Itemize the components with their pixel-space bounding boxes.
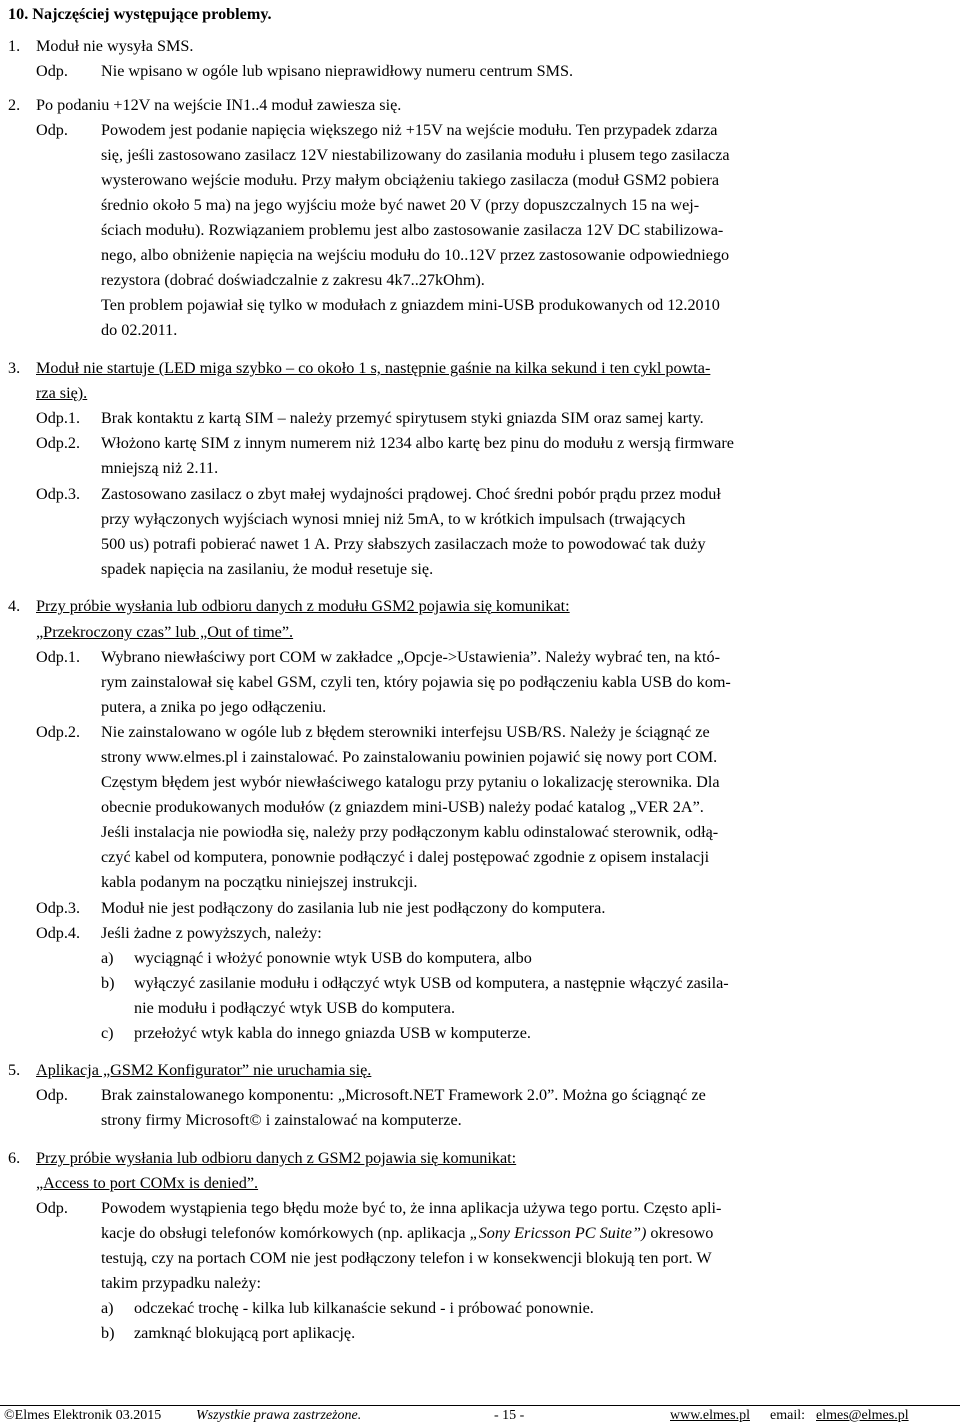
list-marker: c): [101, 1024, 114, 1042]
list-marker: b): [101, 1324, 115, 1342]
answer-text: Brak zainstalowanego komponentu: „Microsoft.NET Framework 2.0”. Można go ściągnąć ze: [101, 1086, 706, 1104]
answer-text: Częstym błędem jest wybór niewłaściwego katalogu przy pytaniu o lokalizację sterownika. Dla: [101, 773, 720, 791]
answer-label: Odp.4.: [36, 924, 81, 942]
answer-text: obecnie produkowanych modułów (z gniazdem mini-USB) należy podać katalog „VER 2A”.: [101, 798, 704, 816]
item-title: „Przekroczony czas” lub „Out of time”.: [36, 623, 294, 641]
list-marker: a): [101, 949, 114, 967]
footer-page-number: - 15 -: [494, 1408, 525, 1423]
answer-text-part: okresowo: [646, 1224, 714, 1242]
answer-label: Odp.: [36, 1199, 68, 1217]
answer-label: Odp.: [36, 1086, 68, 1104]
answer-text: Zastosowano zasilacz o zbyt małej wydajności prądowej. Choć średni pobór prądu przez moduł: [101, 485, 721, 503]
list-item: wyciągnąć i włożyć ponownie wtyk USB do komputera, albo: [134, 949, 532, 967]
answer-text: wysterowano wejście modułu. Przy małym obciążeniu takiego zasilacza (moduł GSM2 pobiera: [101, 171, 720, 189]
item-number: 3.: [8, 359, 21, 377]
item-title: Moduł nie startuje (LED miga szybko – co około 1 s, następnie gaśnie na kilka sekund i ten cykl powta-: [36, 359, 711, 377]
footer-company: ©Elmes Elektronik 03.2015: [4, 1408, 162, 1423]
list-marker: a): [101, 1299, 114, 1317]
list-item: przełożyć wtyk kabla do innego gniazda USB w komputerze.: [134, 1024, 531, 1042]
answer-text: Powodem wystąpienia tego błędu może być to, że inna aplikacja używa tego portu. Często apli-: [101, 1199, 722, 1217]
item-title: „Access to port COMx is denied”.: [36, 1174, 259, 1192]
answer-text: Powodem jest podanie napięcia większego niż +15V na wejście modułu. Ten przypadek zdarza: [101, 121, 718, 139]
answer-text: Nie wpisano w ogóle lub wpisano nieprawidłowy numeru centrum SMS.: [101, 62, 574, 80]
answer-text: putera, a znika po jego odłączeniu.: [101, 698, 327, 716]
answer-text: strony www.elmes.pl i zainstalować. Po zainstalowaniu powinien pojawić się nowy port COM.: [101, 748, 718, 766]
answer-text: Moduł nie jest podłączony do zasilania lub nie jest podłączony do komputera.: [101, 899, 606, 917]
item-number: 5.: [8, 1061, 21, 1079]
answer-text: do 02.2011.: [101, 321, 178, 339]
answer-text: mniejszą niż 2.11.: [101, 459, 219, 477]
answer-label: Odp.3.: [36, 899, 81, 917]
answer-label: Odp.: [36, 62, 68, 80]
answer-text: strony firmy Microsoft© i zainstalować na komputerze.: [101, 1111, 462, 1129]
item-title: rza się).: [36, 384, 88, 402]
answer-text: testują, czy na portach COM nie jest podłączony telefon i w konsekwencji blokują ten port. W: [101, 1249, 712, 1267]
answer-text: przy wyłączonych wyjściach wynosi mniej niż 5mA, to w krótkich impulsach (trwających: [101, 510, 686, 528]
answer-label: Odp.: [36, 121, 68, 139]
footer-email-link[interactable]: elmes@elmes.pl: [816, 1408, 909, 1423]
answer-text: takim przypadku należy:: [101, 1274, 262, 1292]
item-number: 2.: [8, 96, 21, 114]
list-item: odczekać trochę - kilka lub kilkanaście sekund - i próbować ponownie.: [134, 1299, 594, 1317]
answer-text: Jeśli instalacja nie powiodła się, należy przy podłączonym kablu odinstalować sterownik, odłą-: [101, 823, 719, 841]
item-title: Aplikacja „GSM2 Konfigurator” nie uruchamia się.: [36, 1061, 372, 1079]
answer-label: Odp.2.: [36, 723, 81, 741]
item-title: Przy próbie wysłania lub odbioru danych z GSM2 pojawia się komunikat:: [36, 1149, 517, 1167]
list-marker: b): [101, 974, 115, 992]
footer-website-link[interactable]: www.elmes.pl: [670, 1408, 750, 1423]
item-title: Po podaniu +12V na wejście IN1..4 moduł zawiesza się.: [36, 96, 402, 114]
list-item: zamknąć blokującą port aplikację.: [134, 1324, 356, 1342]
footer-email-label: email:: [770, 1408, 805, 1423]
answer-text: nego, albo obniżenie napięcia na wejściu modułu do 10..12V przez zastosowanie odpowiedniego: [101, 246, 730, 264]
answer-text: czyć kabel od komputera, ponownie podłączyć i dalej postępować zgodnie z opisem instalacji: [101, 848, 710, 866]
answer-text: Wybrano niewłaściwy port COM w zakładce „Opcje->Ustawienia”. Należy wybrać ten, na któ-: [101, 648, 720, 666]
answer-text: Ten problem pojawiał się tylko w modułach z gniazdem mini-USB produkowanych od 12.2010: [101, 296, 720, 314]
answer-text: średnio około 5 ma) na jego wyjściu może być nawet 20 V (przy dopuszczalnych 15 na wej-: [101, 196, 700, 214]
item-number: 1.: [8, 37, 21, 55]
answer-label: Odp.1.: [36, 409, 81, 427]
answer-text: ściach modułu). Rozwiązaniem problemu jest albo zastosowanie zasilacza 12V DC stabilizowa-: [101, 221, 724, 239]
item-number: 4.: [8, 597, 21, 615]
item-number: 6.: [8, 1149, 21, 1167]
answer-text: Włożono kartę SIM z innym numerem niż 1234 albo kartę bez pinu do modułu z wersją firmware: [101, 434, 734, 452]
answer-label: Odp.3.: [36, 485, 81, 503]
answer-text: Jeśli żadne z powyższych, należy:: [101, 924, 322, 942]
answer-text: Nie zainstalowano w ogóle lub z błędem sterowniki interfejsu USB/RS. Należy je ściągnąć ze: [101, 723, 710, 741]
list-item: nie modułu i podłączyć wtyk USB do komputera.: [134, 999, 455, 1017]
answer-text-part: kacje do obsługi telefonów komórkowych (np. aplikacja: [101, 1224, 470, 1242]
answer-text: się, jeśli zastosowano zasilacz 12V niestabilizowany do zasilania modułu i plusem tego zasilacza: [101, 146, 730, 164]
item-title: Moduł nie wysyła SMS.: [36, 37, 194, 55]
answer-text: Brak kontaktu z kartą SIM – należy przemyć spirytusem styki gniazda SIM oraz samej karty.: [101, 409, 704, 427]
answer-text: 500 us) potrafi pobierać nawet 1 A. Przy słabszych zasilaczach może to powodować tak duży: [101, 535, 706, 553]
answer-text: spadek napięcia na zasilaniu, że moduł resetuje się.: [101, 560, 434, 578]
answer-text: rym zainstalował się kabel GSM, czyli ten, który pojawia się po podłączeniu kabla USB do kom-: [101, 673, 731, 691]
answer-text: rezystora (dobrać doświadczalnie z zakresu 4k7..27kOhm).: [101, 271, 485, 289]
list-item: wyłączyć zasilanie modułu i odłączyć wtyk USB od komputera, a następnie włączyć zasila-: [134, 974, 729, 992]
item-title: Przy próbie wysłania lub odbioru danych z modułu GSM2 pojawia się komunikat:: [36, 597, 570, 615]
section-heading: 10. Najczęściej występujące problemy.: [8, 5, 272, 23]
app-name-italic: „Sony Ericsson PC Suite”): [469, 1224, 647, 1242]
answer-text: [101, 1221, 713, 1246]
answer-text: kabla podanym na początku niniejszej instrukcji.: [101, 873, 418, 891]
answer-label: Odp.2.: [36, 434, 81, 452]
footer-rights: Wszystkie prawa zastrzeżone.: [196, 1408, 362, 1423]
answer-label: Odp.1.: [36, 648, 81, 666]
